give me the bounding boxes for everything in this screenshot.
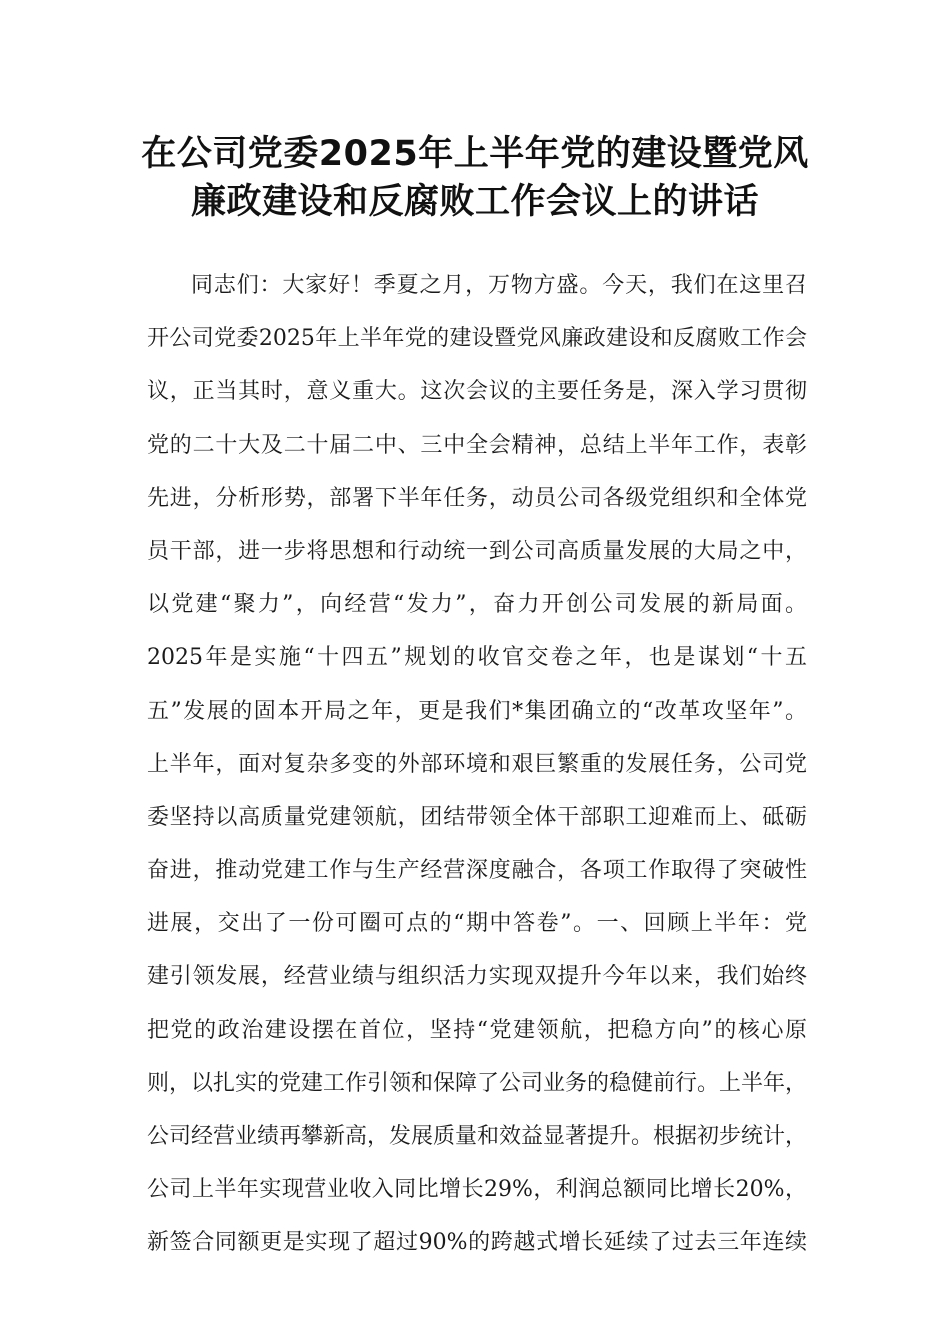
body-line: 议，正当其时，意义重大。这次会议的主要任务是，深入学习贯彻 <box>147 379 807 405</box>
body-line: 先进，分析形势，部署下半年任务，动员公司各级党组织和全体党 <box>147 485 807 511</box>
body-line: 上半年，面对复杂多变的外部环境和艰巨繁重的发展任务，公司党 <box>147 751 807 777</box>
body-line: 建引领发展，经营业绩与组织活力实现双提升今年以来，我们始终 <box>147 964 807 990</box>
document-body <box>147 259 807 1270</box>
body-line: 新签合同额更是实现了超过90%的跨越式增长延续了过去三年连续 <box>147 1230 807 1256</box>
body-line: 委坚持以高质量党建领航，团结带领全体干部职工迎难而上、砥砺 <box>147 804 807 830</box>
body-line: 把党的政治建设摆在首位，坚持“党建领航，把稳方向”的核心原 <box>147 1017 807 1043</box>
body-line: 开公司党委2025年上半年党的建设暨党风廉政建设和反腐败工作会 <box>147 326 807 352</box>
body-line: 同志们：大家好！季夏之月，万物方盛。今天，我们在这里召 <box>191 273 807 298</box>
body-line: 则，以扎实的党建工作引领和保障了公司业务的稳健前行。上半年， <box>147 1070 808 1096</box>
body-line: 奋进，推动党建工作与生产经营深度融合，各项工作取得了突破性 <box>147 858 807 884</box>
body-line: 2025年是实施“十四五”规划的收官交卷之年，也是谋划“十五 <box>147 645 807 671</box>
body-line: 员干部，进一步将思想和行动统一到公司高质量发展的大局之中， <box>147 538 807 564</box>
body-line: 党的二十大及二十届二中、三中全会精神，总结上半年工作，表彰 <box>147 432 807 458</box>
document-title-line-2: 廉政建设和反腐败工作会议上的讲话 <box>190 182 759 222</box>
document-title-line-1: 在公司党委2025年上半年党的建设暨党风 <box>141 134 809 174</box>
body-line: 公司上半年实现营业收入同比增长29%，利润总额同比增长20%， <box>147 1177 807 1203</box>
body-line: 公司经营业绩再攀新高，发展质量和效益显著提升。根据初步统计， <box>147 1124 808 1149</box>
body-line: 五”发展的固本开局之年，更是我们*集团确立的“改革攻坚年”。 <box>147 698 807 724</box>
body-line: 进展，交出了一份可圈可点的“期中答卷”。一、回顾上半年：党 <box>147 911 807 937</box>
body-line: 以党建“聚力”，向经营“发力”，奋力开创公司发展的新局面。 <box>147 592 807 618</box>
